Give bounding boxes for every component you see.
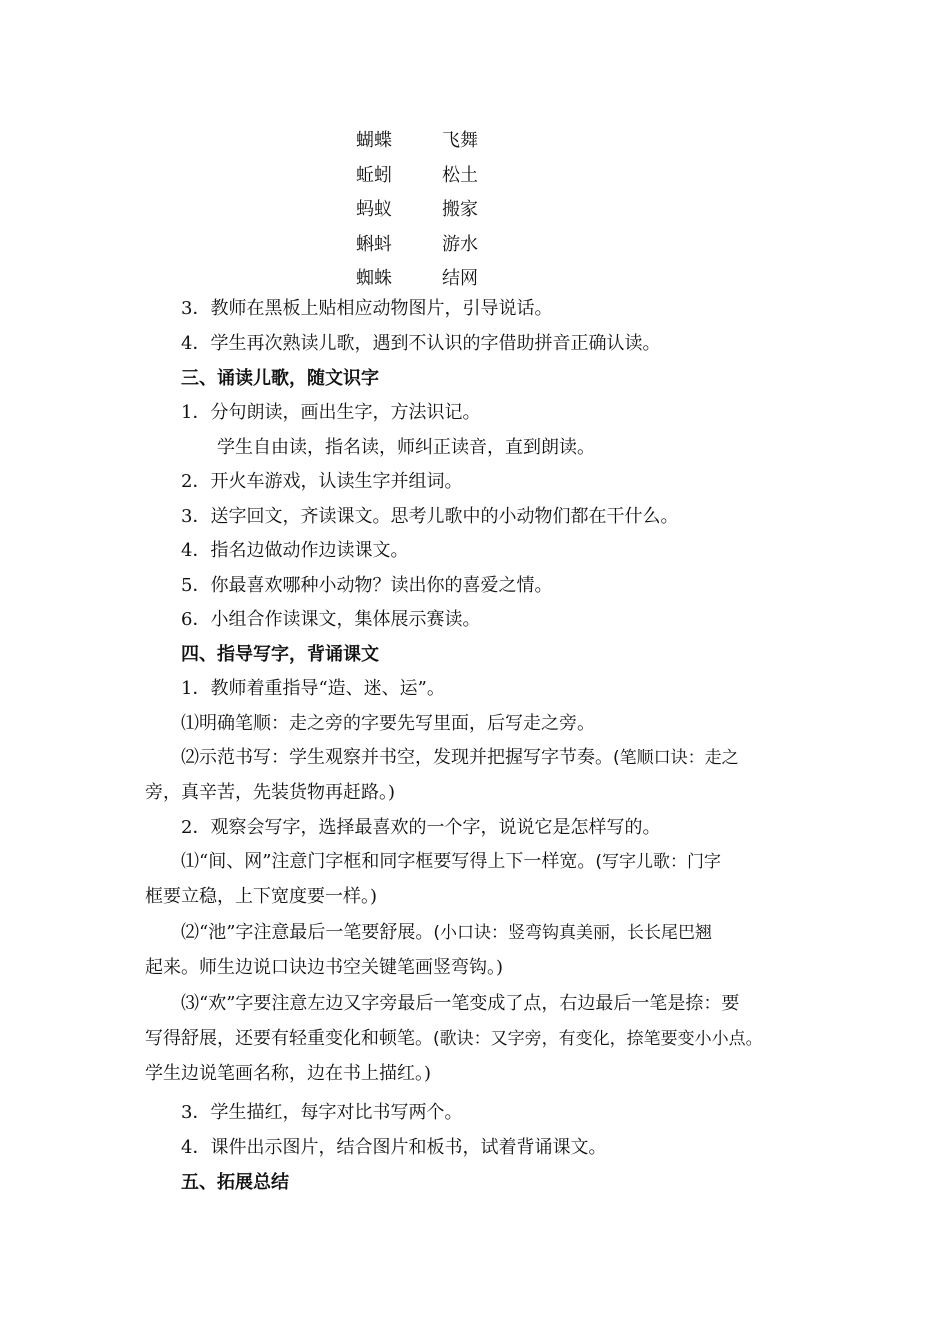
animal-word: 蚂蚁 — [356, 199, 392, 221]
step-item: 4．指名边做动作边读课文。 — [181, 540, 409, 561]
mnemonic-note: (笔顺口诀：走之 — [613, 748, 739, 768]
word-pair — [356, 260, 478, 295]
step-item: 3．送字回文，齐读课文。思考儿歌中的小动物们都在干什么。 — [181, 506, 679, 527]
word-pair — [356, 122, 478, 157]
action-word: 搬家 — [442, 199, 478, 221]
step-subitem — [145, 747, 861, 769]
step-item: 4．课件出示图片，结合图片和板书，试着背诵课文。 — [181, 1137, 607, 1158]
subitem-text: 写得舒展，还要有轻重变化和顿笔。 — [145, 1028, 433, 1049]
mnemonic-note: 旁，真辛苦，先装货物再赶路。) — [145, 782, 396, 803]
subitem-text: ⑴“间、网”注意门字框和同字框要写得上下一样宽。 — [181, 851, 596, 872]
step-item: 3．教师在黑板上贴相应动物图片，引导说话。 — [181, 298, 553, 319]
mnemonic-note: (写字儿歌：门字 — [595, 852, 722, 872]
step-item: 1．教师着重指导“造、迷、运”。 — [181, 678, 445, 699]
step-item: 2．开火车游戏，认读生字并组词。 — [181, 471, 463, 492]
step-subitem: ⑶“欢”字要注意左边又字旁最后一笔变成了点，右边最后一笔是捺：要 — [181, 993, 740, 1014]
step-subitem: 学生自由读，指名读，师纠正读音，直到朗读。 — [217, 437, 595, 458]
mnemonic-note: 起来。师生边说口诀边书空关键笔画竖弯钩。) — [145, 957, 504, 978]
mnemonic-note: (歌诀：又字旁，有变化，捺笔要变小小点。 — [433, 1029, 763, 1049]
subitem-text: ⑵“池”字注意最后一笔要舒展。 — [181, 922, 434, 943]
step-item: 2．观察会写字，选择最喜欢的一个字，说说它是怎样写的。 — [181, 817, 661, 838]
animal-word: 蚯蚓 — [356, 164, 392, 186]
step-item: 1．分句朗读，画出生字，方法识记。 — [181, 402, 481, 423]
step-subitem — [145, 922, 861, 944]
animal-word: 蜘蛛 — [356, 268, 392, 290]
mnemonic-note: 学生边说笔画名称，边在书上描红。) — [145, 1063, 432, 1084]
action-word: 松土 — [442, 164, 478, 186]
step-item: 5．你最喜欢哪种小动物？读出你的喜爱之情。 — [181, 575, 553, 596]
step-item: 6．小组合作读课文，集体展示赛读。 — [181, 609, 481, 630]
word-pair — [356, 191, 478, 226]
animal-word: 蝌蚪 — [356, 233, 392, 255]
word-pair-list — [356, 122, 478, 295]
step-subitem — [145, 851, 861, 873]
step-subitem: ⑴明确笔顺：走之旁的字要先写里面，后写走之旁。 — [181, 713, 595, 734]
action-word: 结网 — [442, 268, 478, 290]
subitem-text: ⑵示范书写：学生观察并书空，发现并把握写字节奏。 — [181, 747, 613, 768]
section-heading: 五、拓展总结 — [181, 1172, 289, 1193]
section-heading: 四、指导写字，背诵课文 — [181, 644, 379, 665]
word-pair — [356, 226, 478, 261]
action-word: 游水 — [442, 233, 478, 255]
mnemonic-note: 框要立稳，上下宽度要一样。) — [145, 886, 378, 907]
word-pair — [356, 157, 478, 192]
step-item: 3．学生描红，每字对比书写两个。 — [181, 1102, 463, 1123]
step-subitem-continued — [145, 1028, 825, 1050]
step-item: 4．学生再次熟读儿歌，遇到不认识的字借助拼音正确认读。 — [181, 333, 661, 354]
section-heading: 三、诵读儿歌，随文识字 — [181, 368, 379, 389]
mnemonic-note: (小口诀：竖弯钩真美丽，长长尾巴翘 — [433, 923, 713, 943]
action-word: 飞舞 — [442, 130, 478, 152]
animal-word: 蝴蝶 — [356, 130, 392, 152]
